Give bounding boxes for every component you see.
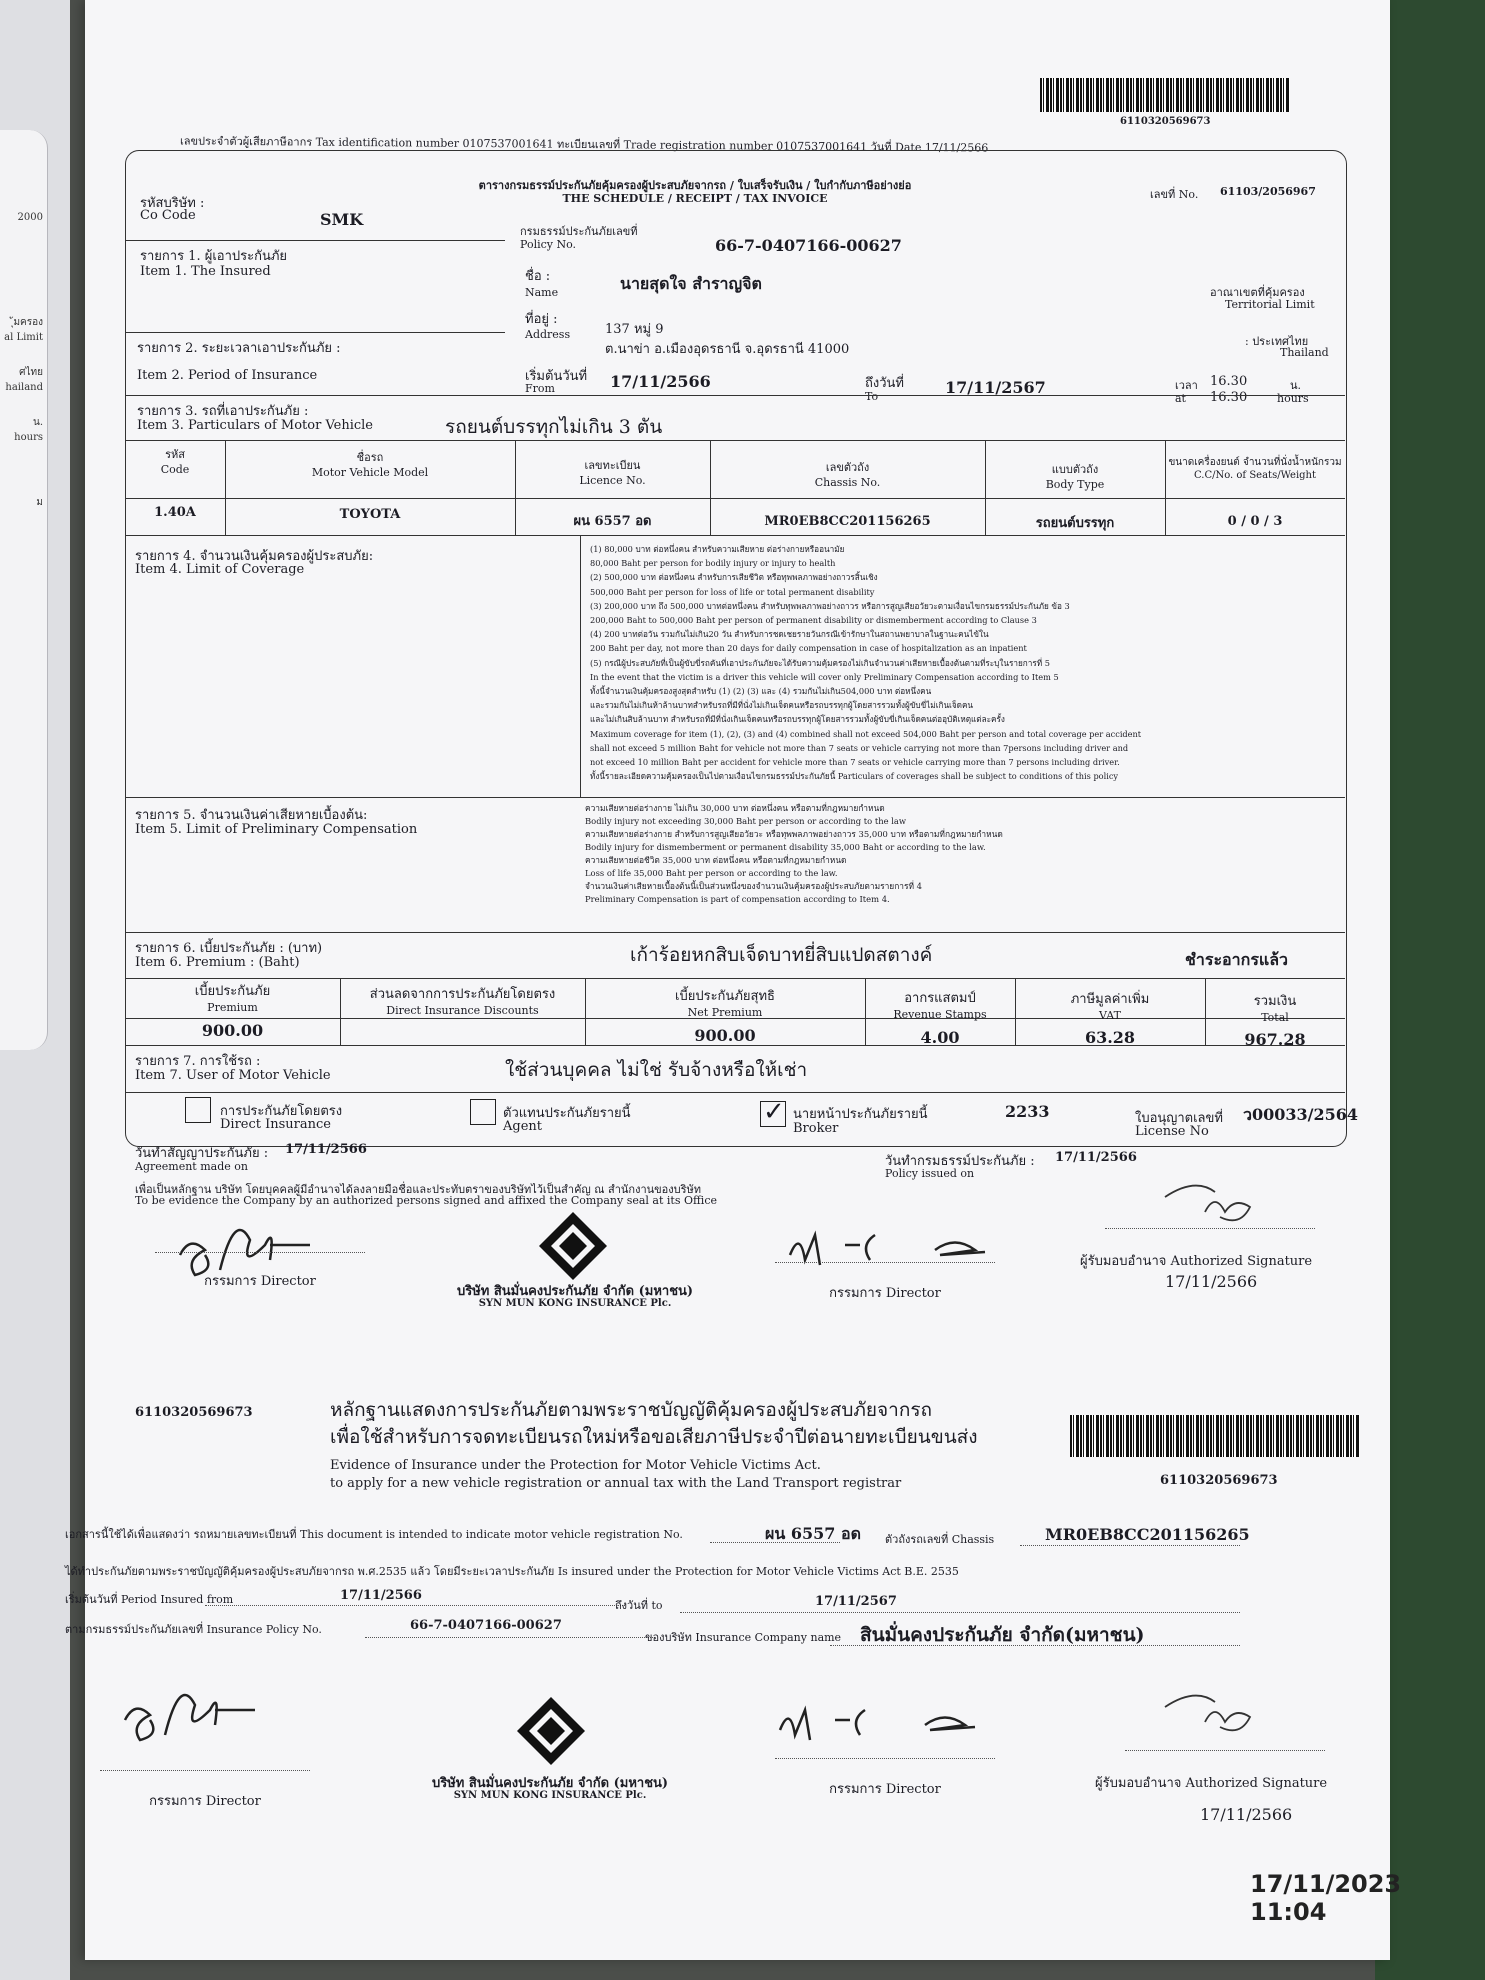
col-licence-en: Licence No. bbox=[579, 474, 646, 487]
agent-label-en: Agent bbox=[503, 1119, 542, 1134]
item6-label-en: Item 6. Premium : (Baht) bbox=[135, 955, 300, 970]
address-label-th: ที่อยู่ : bbox=[525, 312, 558, 327]
left-edge-text: 2000 bbox=[17, 212, 43, 223]
issued-label-en: Policy issued on bbox=[885, 1167, 975, 1180]
item3-label-en: Item 3. Particulars of Motor Vehicle bbox=[137, 418, 373, 433]
territory-th: อาณาเขตที่คุ้มครอง bbox=[1210, 286, 1305, 299]
vehicle-cc: 0 / 0 / 3 bbox=[1227, 514, 1283, 529]
broker-label-en: Broker bbox=[793, 1121, 839, 1136]
left-edge-text: hailand bbox=[5, 382, 43, 393]
col-body-en: Body Type bbox=[1045, 478, 1105, 491]
col-body: แบบตัวถัง bbox=[1051, 463, 1099, 476]
preliminary-line: Preliminary Compensation is part of compensation according to Item 4. bbox=[585, 894, 890, 904]
address-line1: 137 หมู่ 9 bbox=[605, 322, 664, 337]
address-line2: ต.นาข่า อ.เมืองอุดรธานี จ.อุดรธานี 41000 bbox=[605, 342, 850, 357]
col-model: ชื่อรถ bbox=[356, 451, 384, 464]
col-discount-en: Direct Insurance Discounts bbox=[386, 1004, 539, 1017]
evidence-chassis: MR0EB8CC201156265 bbox=[1045, 1525, 1250, 1544]
license-label-th: ใบอนุญาตเลขที่ bbox=[1135, 1111, 1223, 1126]
company-name-th: บริษัท สินมั่นคงประกันภัย จำกัด (มหาชน) bbox=[456, 1284, 694, 1299]
coverage-line: Maximum coverage for item (1), (2), (3) and (4) combined shall not exceed 504,000 Baht per person and total coverage per accident bbox=[590, 728, 1142, 739]
col-premium-en: Premium bbox=[207, 1001, 258, 1014]
col-code: รหัส bbox=[165, 448, 185, 461]
preliminary-text bbox=[585, 802, 1335, 906]
barcode-top bbox=[1040, 78, 1290, 112]
issued-date: 17/11/2566 bbox=[1055, 1150, 1137, 1165]
col-premium: เบี้ยประกันภัย bbox=[194, 984, 271, 999]
preliminary-line: Loss of life 35,000 Baht per person or according to the law. bbox=[585, 868, 838, 878]
company-name-th-2: บริษัท สินมั่นคงประกันภัย จำกัด (มหาชน) bbox=[431, 1776, 669, 1791]
vehicle-type: รถยนต์บรรทุกไม่เกิน 3 ตัน bbox=[445, 416, 663, 438]
preliminary-line: ความเสียหายต่อร่างกาย ไม่เกิน 30,000 บาท ต่อหนึ่งคน หรือตามที่กฎหมายกำหนด bbox=[585, 803, 885, 813]
coverage-line: ทั้งนี้รายละเอียดความคุ้มครองเป็นไปตามเงื่อนไขกรมธรรม์ประกันภัยนี้ Particulars of coverages shall be subject to conditions of this policy bbox=[590, 771, 1119, 782]
left-edge-text: ศไทย bbox=[19, 367, 43, 378]
evidence-policy-label: ตามกรมธรรม์ประกันภัยเลขที่ Insurance Policy No. bbox=[65, 1623, 322, 1636]
coverage-line: shall not exceed 5 million Baht for vehicle not more than 7 seats or vehicle carrying not more than 7persons including driver and bbox=[590, 742, 1129, 753]
director-label-2: กรรมการ Director bbox=[829, 1286, 941, 1301]
from-label-th: เริ่มต้นวันที่ bbox=[525, 369, 588, 384]
authorized-signature-2 bbox=[1145, 1682, 1275, 1742]
coverage-line: และรวมกันไม่เกินห้าล้านบาทสำหรับรถที่มีที่นั่งไม่เกินเจ็ดคนหรือรถบรรทุกผู้โดยสารรวมทั้งผู้ขับขี่ไม่เกินเจ็ดคน bbox=[590, 700, 974, 711]
col-net-en: Net Premium bbox=[687, 1006, 763, 1019]
vehicle-licence: ผน 6557 อด bbox=[573, 514, 652, 529]
stamp-value: 4.00 bbox=[920, 1028, 960, 1047]
coverage-line: (5) กรณีผู้ประสบภัยที่เป็นผู้ขับขี่รถคันที่เอาประกันภัยจะได้รับความคุ้มครองไม่เกินจำนวนค่าเสียหายเบื้องต้นตามที่ระบุในรายการที่ 5 bbox=[590, 657, 1050, 668]
company-logo-2 bbox=[515, 1695, 587, 1767]
left-edge-text: ุ้มครอง bbox=[13, 317, 43, 328]
col-total: รวมเงิน bbox=[1253, 994, 1297, 1009]
schedule-title-th: ตารางกรมธรรม์ประกันภัยคุ้มครองผู้ประสบภัยจากรถ / ใบเสร็จรับเงิน / ใบกำกับภาษีอย่างย่อ bbox=[478, 179, 912, 192]
coverage-line: (2) 500,000 บาท ต่อหนึ่งคน สำหรับการเสียชีวิต หรือทุพพลภาพอย่างถาวรสิ้นเชิง bbox=[590, 572, 878, 583]
evidence-company: สินมั่นคงประกันภัย จำกัด(มหาชน) bbox=[860, 1624, 1145, 1646]
insured-name: นายสุดใจ สำราญจิต bbox=[620, 274, 762, 293]
policy-label-th: กรมธรรม์ประกันภัยเลขที่ bbox=[520, 225, 638, 238]
left-edge-text: al Limit bbox=[4, 332, 43, 343]
vat-value: 63.28 bbox=[1084, 1028, 1136, 1047]
issued-label-th: วันทำกรมธรรม์ประกันภัย : bbox=[885, 1154, 1035, 1169]
stamp-paid: ชำระอากรแล้ว bbox=[1185, 950, 1289, 969]
item2-label-th: รายการ 2. ระยะเวลาเอาประกันภัย : bbox=[137, 341, 341, 356]
company-logo bbox=[537, 1210, 609, 1282]
company-name-en-2: SYN MUN KONG INSURANCE Plc. bbox=[453, 1790, 647, 1801]
name-label-en: Name bbox=[525, 286, 559, 299]
col-stamp: อากรแสตมป์ bbox=[904, 991, 976, 1006]
license-label-en: License No bbox=[1135, 1124, 1209, 1139]
item3-label-th: รายการ 3. รถที่เอาประกันภัย : bbox=[137, 404, 309, 419]
vehicle-model: TOYOTA bbox=[339, 507, 401, 522]
col-vat: ภาษีมูลค่าเพิ่ม bbox=[1070, 992, 1150, 1007]
evidence-from: 17/11/2566 bbox=[340, 1588, 422, 1603]
to-label-en: To bbox=[865, 390, 879, 403]
coverage-line: 200 Baht per day, not more than 20 days for daily compensation in case of hospitalization as an inpatient bbox=[590, 643, 1027, 654]
coverage-line: 80,000 Baht per person for bodily injury or injury to health bbox=[590, 558, 836, 569]
authorized-date-2: 17/11/2566 bbox=[1200, 1805, 1293, 1824]
vehicle-chassis: MR0EB8CC201156265 bbox=[764, 514, 931, 529]
col-stamp-en: Revenue Stamps bbox=[893, 1008, 987, 1021]
direct-checkbox[interactable] bbox=[185, 1097, 211, 1123]
evidence-title-en2: to apply for a new vehicle registration or annual tax with the Land Transport registrar bbox=[330, 1476, 902, 1491]
evidence-statement-th: เพื่อเป็นหลักฐาน บริษัท โดยบุคคลผู้มีอำนาจได้ลงลายมือชื่อและประทับตราของบริษัทไว้เป็นสำคัญ ณ สำนักงานของบริษัท bbox=[135, 1183, 702, 1196]
premium-value: 900.00 bbox=[201, 1021, 264, 1040]
evidence-reg-no: ผน 6557 อด bbox=[765, 1524, 861, 1543]
coverage-text bbox=[590, 542, 1340, 783]
period-from: 17/11/2566 bbox=[610, 372, 711, 391]
item1-label-th: รายการ 1. ผู้เอาประกันภัย bbox=[140, 249, 288, 264]
coverage-line: และไม่เกินสิบล้านบาท สำหรับรถที่มีที่นั่งเกินเจ็ดคนหรือรถบรรทุกผู้โดยสารรวมทั้งผู้ขับขี่เกินเจ็ดคนต่ออุบัติเหตุแต่ละครั้ง bbox=[590, 714, 1005, 725]
territory-en: Territorial Limit bbox=[1225, 298, 1315, 311]
item4-label-en: Item 4. Limit of Coverage bbox=[135, 562, 305, 577]
director-label-4: กรรมการ Director bbox=[829, 1782, 941, 1797]
time-unit-th: น. bbox=[1290, 379, 1302, 392]
address-label-en: Address bbox=[525, 328, 571, 341]
preliminary-line: Bodily injury not exceeding 30,000 Baht per person or according to the law bbox=[585, 816, 907, 826]
col-licence: เลขทะเบียน bbox=[584, 459, 641, 472]
item7-label-en: Item 7. User of Motor Vehicle bbox=[135, 1068, 331, 1083]
coverage-line: (4) 200 บาทต่อวัน รวมกันไม่เกิน20 วัน สำหรับการชดเชยรายวันกรณีเข้ารักษาในสถานพยาบาลในฐานะคนไข้ใน bbox=[590, 629, 989, 640]
item5-label-th: รายการ 5. จำนวนเงินค่าเสียหายเบื้องต้น: bbox=[135, 808, 368, 823]
vehicle-use: ใช้ส่วนบุคคล ไม่ใช่ รับจ้างหรือให้เช่า bbox=[505, 1059, 808, 1081]
direct-label-th: การประกันภัยโดยตรง bbox=[220, 1104, 343, 1119]
photo-timestamp: 17/11/2023 11:04 bbox=[1250, 1870, 1402, 1926]
col-total-en: Total bbox=[1261, 1011, 1289, 1024]
coverage-line: (3) 200,000 บาท ถึง 500,000 บาทต่อหนึ่งคน สำหรับทุพพลภาพอย่างถาวร หรือการสูญเสียอวัยวะตามเงื่อนไขกรมธรรม์ประกันภัย ข้อ 3 bbox=[590, 600, 1070, 611]
time-from: 16.30 bbox=[1210, 374, 1248, 389]
from-label-en: From bbox=[525, 382, 555, 395]
barcode-bottom bbox=[1070, 1415, 1360, 1457]
agreement-label-en: Agreement made on bbox=[135, 1160, 248, 1173]
preliminary-line: จำนวนเงินค่าเสียหายเบื้องต้นนี้เป็นส่วนหนึ่งของจำนวนเงินคุ้มครองผู้ประสบภัยตามรายการที่ 4 bbox=[585, 881, 922, 891]
director-signature-4 bbox=[765, 1690, 1015, 1760]
director-signature-2 bbox=[775, 1215, 1025, 1285]
col-cc: ขนาดเครื่องยนต์ จำนวนที่นั่งน้ำหนักรวม bbox=[1168, 457, 1342, 468]
agent-checkbox[interactable] bbox=[470, 1099, 496, 1125]
coverage-line: not exceed 10 million Baht per accident for vehicle more than 7 seats or vehicle carrying more than 7 persons including driver. bbox=[590, 757, 1120, 768]
evidence-title-th1: หลักฐานแสดงการประกันภัยตามพระราชบัญญัติคุ้มครองผู้ประสบภัยจากรถ bbox=[330, 1399, 933, 1421]
col-code-en: Code bbox=[160, 463, 190, 476]
item2-label-en: Item 2. Period of Insurance bbox=[137, 368, 318, 383]
territory-value-en: Thailand bbox=[1280, 346, 1329, 359]
policy-value: 66-7-0407166-00627 bbox=[715, 236, 902, 255]
schedule-title-en: THE SCHEDULE / RECEIPT / TAX INVOICE bbox=[562, 192, 828, 205]
col-net: เบี้ยประกันภัยสุทธิ bbox=[675, 989, 775, 1004]
broker-label-th: นายหน้าประกันภัยรายนี้ bbox=[793, 1107, 928, 1122]
coverage-line: (1) 80,000 บาท ต่อหนึ่งคน สำหรับความเสียหาย ต่อร่างกายหรืออนามัย bbox=[590, 544, 845, 554]
policy-label-en: Policy No. bbox=[520, 238, 577, 251]
authorized-label-2: ผู้รับมอบอำนาจ Authorized Signature bbox=[1095, 1776, 1328, 1791]
evidence-statement-en: To be evidence the Company by an authorized persons signed and affixed the Company seal at its Office bbox=[135, 1194, 717, 1207]
col-cc-en: C.C/No. of Seats/Weight bbox=[1193, 470, 1317, 481]
authorized-label: ผู้รับมอบอำนาจ Authorized Signature bbox=[1080, 1254, 1313, 1269]
evidence-number-left: 6110320569673 bbox=[135, 1405, 253, 1420]
col-chassis: เลขตัวถัง bbox=[825, 461, 870, 474]
preliminary-line: ความเสียหายต่อร่างกาย สำหรับการสูญเสียอวัยวะ หรือทุพพลภาพอย่างถาวร 35,000 บาท หรือตามที่กฎหมายกำหนด bbox=[585, 829, 1003, 839]
evidence-title-th2: เพื่อใช้สำหรับการจดทะเบียนรถใหม่หรือขอเสียภาษีประจำปีต่อนายทะเบียนขนส่ง bbox=[330, 1426, 978, 1448]
evidence-title-en1: Evidence of Insurance under the Protection for Motor Vehicle Victims Act. bbox=[330, 1458, 821, 1473]
evidence-from-label: เริ่มต้นวันที่ Period Insured from bbox=[65, 1593, 234, 1606]
left-edge-text: ม bbox=[36, 497, 43, 508]
evidence-chassis-label: ตัวถังรถเลขที่ Chassis bbox=[885, 1533, 995, 1546]
vehicle-body: รถยนต์บรรทุก bbox=[1035, 516, 1115, 531]
co-code-value: SMK bbox=[320, 210, 364, 229]
co-code-label-en: Co Code bbox=[140, 208, 196, 223]
barcode-top-number: 6110320569673 bbox=[1120, 116, 1211, 127]
vehicle-code: 1.40A bbox=[154, 505, 196, 520]
policy-document bbox=[65, 0, 1402, 1960]
evidence-number-right: 6110320569673 bbox=[1160, 1473, 1278, 1488]
agreement-label-th: วันทำสัญญาประกันภัย : bbox=[135, 1146, 269, 1161]
evidence-company-label: ของบริษัท Insurance Company name bbox=[645, 1631, 842, 1644]
coverage-line: 200,000 Baht to 500,000 Baht per person of permanent disability or dismemberment according to Clause 3 bbox=[590, 615, 1037, 626]
col-model-en: Motor Vehicle Model bbox=[311, 466, 429, 479]
left-edge-text: น. bbox=[32, 417, 43, 428]
name-label-th: ชื่อ : bbox=[525, 269, 551, 284]
company-name-en: SYN MUN KONG INSURANCE Plc. bbox=[478, 1298, 672, 1309]
tax-id-line: เลขประจำตัวผู้เสียภาษีอากร Tax identification number 0107537001641 ทะเบียนเลขที่ Trade registration number 0107537001641 วันที่ Date 17/11/2566 bbox=[179, 134, 989, 155]
net-premium-value: 900.00 bbox=[694, 1026, 756, 1045]
col-vat-en: VAT bbox=[1099, 1009, 1121, 1022]
preliminary-line: Bodily injury for dismemberment or permanent disability 35,000 Baht or according to the law. bbox=[585, 842, 986, 852]
territory-value-th: : ประเทศไทย bbox=[1245, 335, 1309, 348]
time-label-th: เวลา bbox=[1175, 379, 1198, 392]
time-unit-en: hours bbox=[1277, 392, 1309, 405]
co-code-label-th: รหัสบริษัท : bbox=[140, 196, 205, 211]
left-edge-text: hours bbox=[14, 432, 43, 443]
coverage-line: 500,000 Baht per person for loss of life or total permanent disability bbox=[590, 586, 875, 597]
amount-words: เก้าร้อยหกสิบเจ็ดบาทยี่สิบแปดสตางค์ bbox=[630, 944, 933, 966]
coverage-line: In the event that the victim is a driver this vehicle will cover only Preliminary Compensation according to Item 5 bbox=[590, 671, 1059, 682]
col-chassis-en: Chassis No. bbox=[814, 476, 881, 489]
item4-label-th: รายการ 4. จำนวนเงินคุ้มครองผู้ประสบภัย: bbox=[135, 549, 374, 564]
time-label-en: at bbox=[1175, 392, 1186, 405]
check-icon: ✓ bbox=[763, 1097, 785, 1127]
background-right bbox=[1375, 0, 1485, 1980]
director-label-1: กรรมการ Director bbox=[204, 1274, 316, 1289]
authorized-date: 17/11/2566 bbox=[1165, 1272, 1258, 1291]
direct-label-en: Direct Insurance bbox=[220, 1117, 331, 1132]
authorized-signature bbox=[1145, 1172, 1275, 1232]
total-value: 967.28 bbox=[1244, 1030, 1306, 1049]
evidence-to: 17/11/2567 bbox=[815, 1594, 897, 1609]
col-discount: ส่วนลดจากการประกันภัยโดยตรง bbox=[369, 987, 556, 1002]
doc-no-label: เลขที่ No. bbox=[1150, 188, 1199, 201]
doc-no: 61103/2056967 bbox=[1220, 185, 1316, 198]
time-to: 16.30 bbox=[1210, 390, 1248, 405]
director-signature-3 bbox=[105, 1680, 335, 1760]
agent-label-th: ตัวแทนประกันภัยรายนี้ bbox=[503, 1106, 631, 1121]
agreement-date: 17/11/2566 bbox=[285, 1142, 367, 1157]
item6-label-th: รายการ 6. เบี้ยประกันภัย : (บาท) bbox=[135, 941, 323, 956]
evidence-line2: ได้ทำประกันภัยตามพระราชบัญญัติคุ้มครองผู้ประสบภัยจากรถ พ.ศ.2535 แล้ว โดยมีระยะเวลาประกันภัย Is insured under the Protection for Motor Vehicle Victims Act B.E. 2535 bbox=[65, 1565, 959, 1578]
item7-label-th: รายการ 7. การใช้รถ : bbox=[135, 1054, 261, 1069]
license-number: ว00033/2564 bbox=[1243, 1105, 1359, 1124]
evidence-line1: เอกสารนี้ใช้ได้เพื่อแสดงว่า รถหมายเลขทะเบียนที่ This document is intended to indicate motor vehicle registration No. bbox=[65, 1528, 683, 1541]
item5-label-en: Item 5. Limit of Preliminary Compensation bbox=[135, 822, 418, 837]
to-label-th: ถึงวันที่ bbox=[865, 376, 904, 391]
item1-label-en: Item 1. The Insured bbox=[140, 264, 271, 279]
coverage-line: ทั้งนี้จำนวนเงินคุ้มครองสูงสุดสำหรับ (1) (2) (3) และ (4) รวมกันไม่เกิน504,000 บาท ต่อหนึ่งคน bbox=[590, 686, 932, 697]
director-label-3: กรรมการ Director bbox=[149, 1794, 261, 1809]
preliminary-line: ความเสียหายต่อชีวิต 35,000 บาท ต่อหนึ่งคน หรือตามที่กฎหมายกำหนด bbox=[585, 855, 847, 865]
evidence-to-label: ถึงวันที่ to bbox=[615, 1599, 663, 1612]
left-edge-paper bbox=[0, 130, 48, 1050]
evidence-policy: 66-7-0407166-00627 bbox=[410, 1618, 562, 1633]
broker-number: 2233 bbox=[1005, 1102, 1050, 1121]
period-to: 17/11/2567 bbox=[945, 378, 1046, 397]
